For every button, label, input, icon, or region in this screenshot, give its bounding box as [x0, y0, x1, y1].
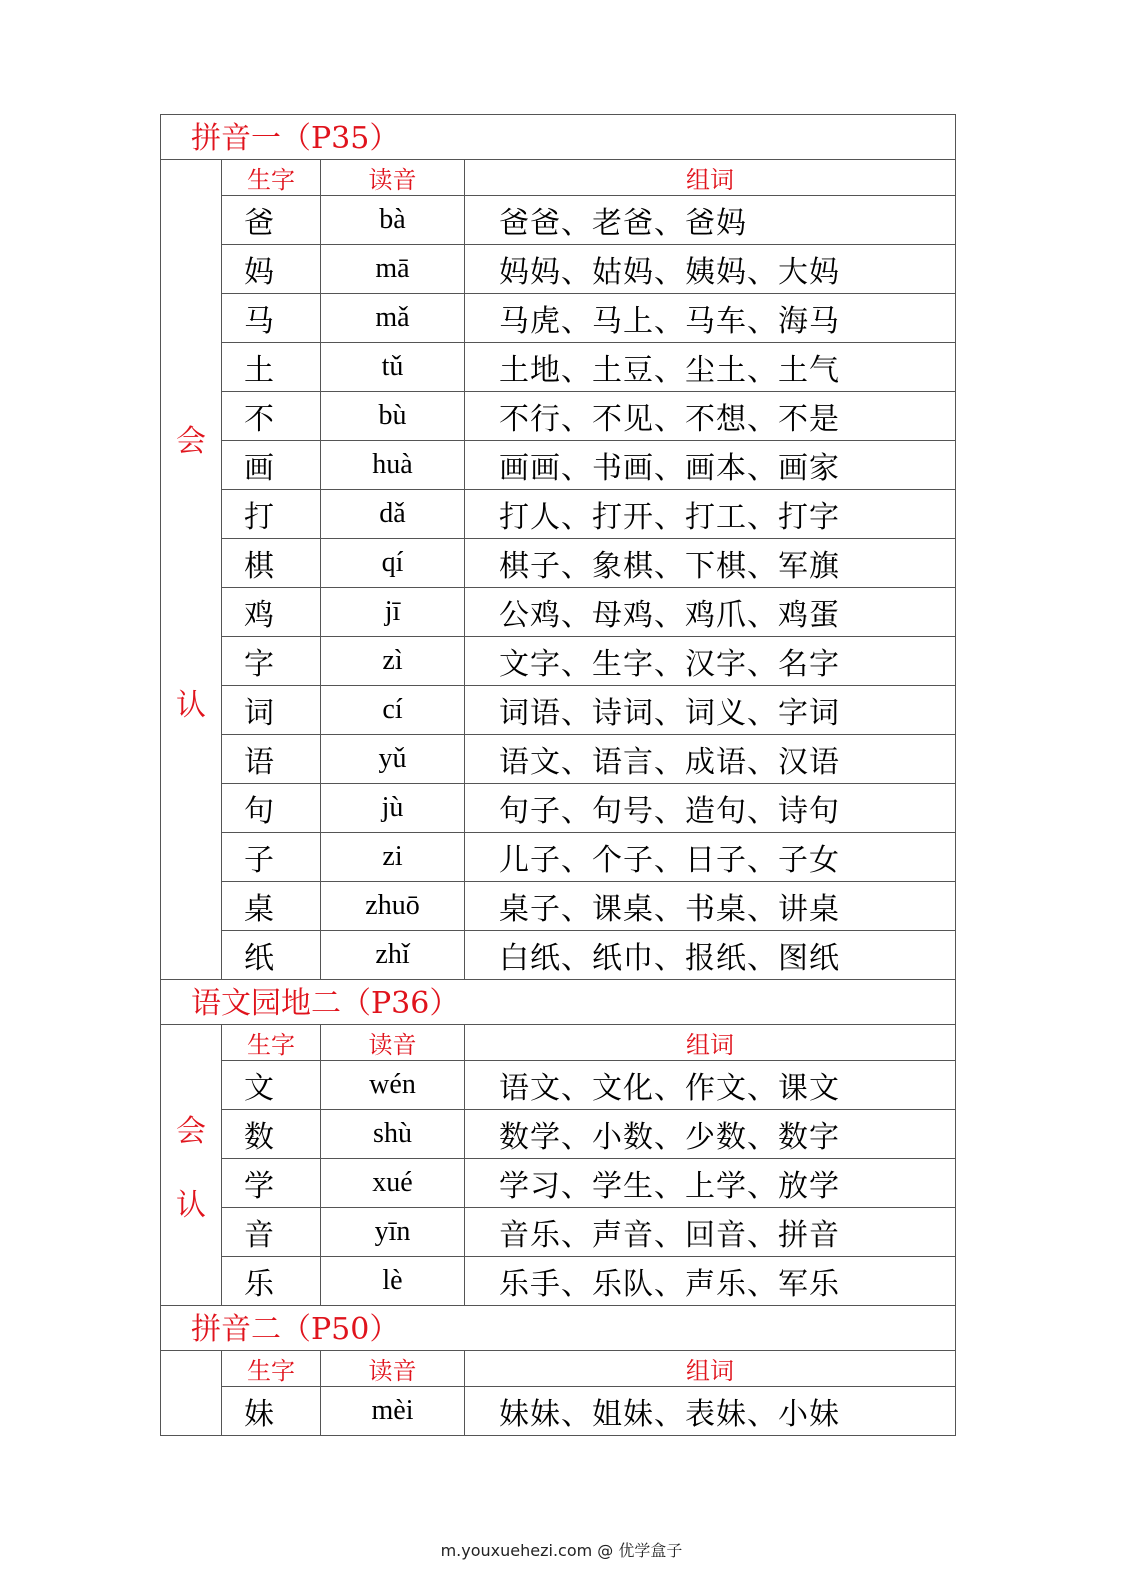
table-row [161, 637, 956, 686]
header-row [161, 1351, 956, 1387]
character-cell: 句 [222, 784, 321, 833]
pinyin-cell: qí [321, 539, 465, 588]
header-pinyin: 读音 [321, 1025, 465, 1061]
character-cell: 马 [222, 294, 321, 343]
pinyin-cell: mā [321, 245, 465, 294]
words-cell: 语文、语言、成语、汉语 [465, 735, 956, 784]
pinyin-cell: zi [321, 833, 465, 882]
table-row [161, 539, 956, 588]
table-row [161, 1208, 956, 1257]
table-row [161, 1159, 956, 1208]
category-char: 认 [176, 687, 206, 723]
header-words: 组词 [465, 160, 956, 196]
pinyin-cell: jù [321, 784, 465, 833]
pinyin-cell: mǎ [321, 294, 465, 343]
pinyin-cell: shù [321, 1110, 465, 1159]
character-cell: 文 [222, 1061, 321, 1110]
words-cell: 文字、生字、汉字、名字 [465, 637, 956, 686]
pinyin-cell: jī [321, 588, 465, 637]
character-cell: 数 [222, 1110, 321, 1159]
section-title-row [161, 980, 956, 1025]
pinyin-cell: zì [321, 637, 465, 686]
words-cell: 乐手、乐队、声乐、军乐 [465, 1257, 956, 1306]
header-pinyin: 读音 [321, 1351, 465, 1387]
header-row [161, 160, 956, 196]
pinyin-cell: wén [321, 1061, 465, 1110]
words-cell: 儿子、个子、日子、子女 [465, 833, 956, 882]
words-cell: 打人、打开、打工、打字 [465, 490, 956, 539]
table-row [161, 441, 956, 490]
table-row [161, 294, 956, 343]
character-cell: 桌 [222, 882, 321, 931]
header-words: 组词 [465, 1025, 956, 1061]
character-cell: 鸡 [222, 588, 321, 637]
character-cell: 妈 [222, 245, 321, 294]
character-cell: 乐 [222, 1257, 321, 1306]
pinyin-cell: cí [321, 686, 465, 735]
character-cell: 爸 [222, 196, 321, 245]
pinyin-cell: zhuō [321, 882, 465, 931]
words-cell: 语文、文化、作文、课文 [465, 1061, 956, 1110]
words-cell: 桌子、课桌、书桌、讲桌 [465, 882, 956, 931]
header-pinyin: 读音 [321, 160, 465, 196]
table-row [161, 1110, 956, 1159]
pinyin-cell: huà [321, 441, 465, 490]
pinyin-cell: yīn [321, 1208, 465, 1257]
vocabulary-table [160, 114, 956, 1436]
character-cell: 土 [222, 343, 321, 392]
character-cell: 字 [222, 637, 321, 686]
table-row [161, 784, 956, 833]
category-cell [161, 1351, 222, 1436]
header-words: 组词 [465, 1351, 956, 1387]
character-cell: 学 [222, 1159, 321, 1208]
table-row [161, 833, 956, 882]
category-char: 会 [176, 1114, 206, 1149]
words-cell: 妈妈、姑妈、姨妈、大妈 [465, 245, 956, 294]
table-row [161, 392, 956, 441]
footer-watermark: m.youxuehezi.com @ 优学盒子 [440, 1541, 683, 1560]
character-cell: 妹 [222, 1387, 321, 1436]
words-cell: 学习、学生、上学、放学 [465, 1159, 956, 1208]
words-cell: 不行、不见、不想、不是 [465, 392, 956, 441]
words-cell: 棋子、象棋、下棋、军旗 [465, 539, 956, 588]
table-row [161, 588, 956, 637]
header-char: 生字 [222, 1025, 321, 1061]
words-cell: 妹妹、姐妹、表妹、小妹 [465, 1387, 956, 1436]
words-cell: 词语、诗词、词义、字词 [465, 686, 956, 735]
words-cell: 白纸、纸巾、报纸、图纸 [465, 931, 956, 980]
category-char: 认 [176, 1188, 206, 1223]
pinyin-cell: xué [321, 1159, 465, 1208]
section-title: 语文园地二（P36） [161, 980, 956, 1025]
character-cell: 子 [222, 833, 321, 882]
table-row [161, 490, 956, 539]
words-cell: 土地、土豆、尘土、土气 [465, 343, 956, 392]
pinyin-cell: mèi [321, 1387, 465, 1436]
category-cell [161, 1025, 222, 1306]
table-row [161, 1257, 956, 1306]
character-cell: 词 [222, 686, 321, 735]
pinyin-cell: tǔ [321, 343, 465, 392]
words-cell: 数学、小数、少数、数字 [465, 1110, 956, 1159]
section-title: 拼音二（P50） [161, 1306, 956, 1351]
words-cell: 句子、句号、造句、诗句 [465, 784, 956, 833]
table-row [161, 245, 956, 294]
table-row [161, 196, 956, 245]
table-row [161, 1061, 956, 1110]
words-cell: 画画、书画、画本、画家 [465, 441, 956, 490]
table-row [161, 1387, 956, 1436]
character-cell: 纸 [222, 931, 321, 980]
character-cell: 音 [222, 1208, 321, 1257]
table-row [161, 686, 956, 735]
header-char: 生字 [222, 1351, 321, 1387]
table-row [161, 343, 956, 392]
section-title-row [161, 1306, 956, 1351]
category-cell [161, 160, 222, 980]
header-char: 生字 [222, 160, 321, 196]
pinyin-cell: yǔ [321, 735, 465, 784]
table-row [161, 882, 956, 931]
character-cell: 语 [222, 735, 321, 784]
character-cell: 不 [222, 392, 321, 441]
category-char: 会 [176, 423, 206, 459]
words-cell: 音乐、声音、回音、拼音 [465, 1208, 956, 1257]
words-cell: 爸爸、老爸、爸妈 [465, 196, 956, 245]
pinyin-cell: lè [321, 1257, 465, 1306]
header-row [161, 1025, 956, 1061]
character-cell: 棋 [222, 539, 321, 588]
words-cell: 马虎、马上、马车、海马 [465, 294, 956, 343]
section-title-row [161, 115, 956, 160]
pinyin-cell: bà [321, 196, 465, 245]
table-row [161, 931, 956, 980]
character-cell: 打 [222, 490, 321, 539]
pinyin-cell: zhǐ [321, 931, 465, 980]
table-row [161, 735, 956, 784]
pinyin-cell: dǎ [321, 490, 465, 539]
pinyin-cell: bù [321, 392, 465, 441]
section-title: 拼音一（P35） [161, 115, 956, 160]
words-cell: 公鸡、母鸡、鸡爪、鸡蛋 [465, 588, 956, 637]
character-cell: 画 [222, 441, 321, 490]
